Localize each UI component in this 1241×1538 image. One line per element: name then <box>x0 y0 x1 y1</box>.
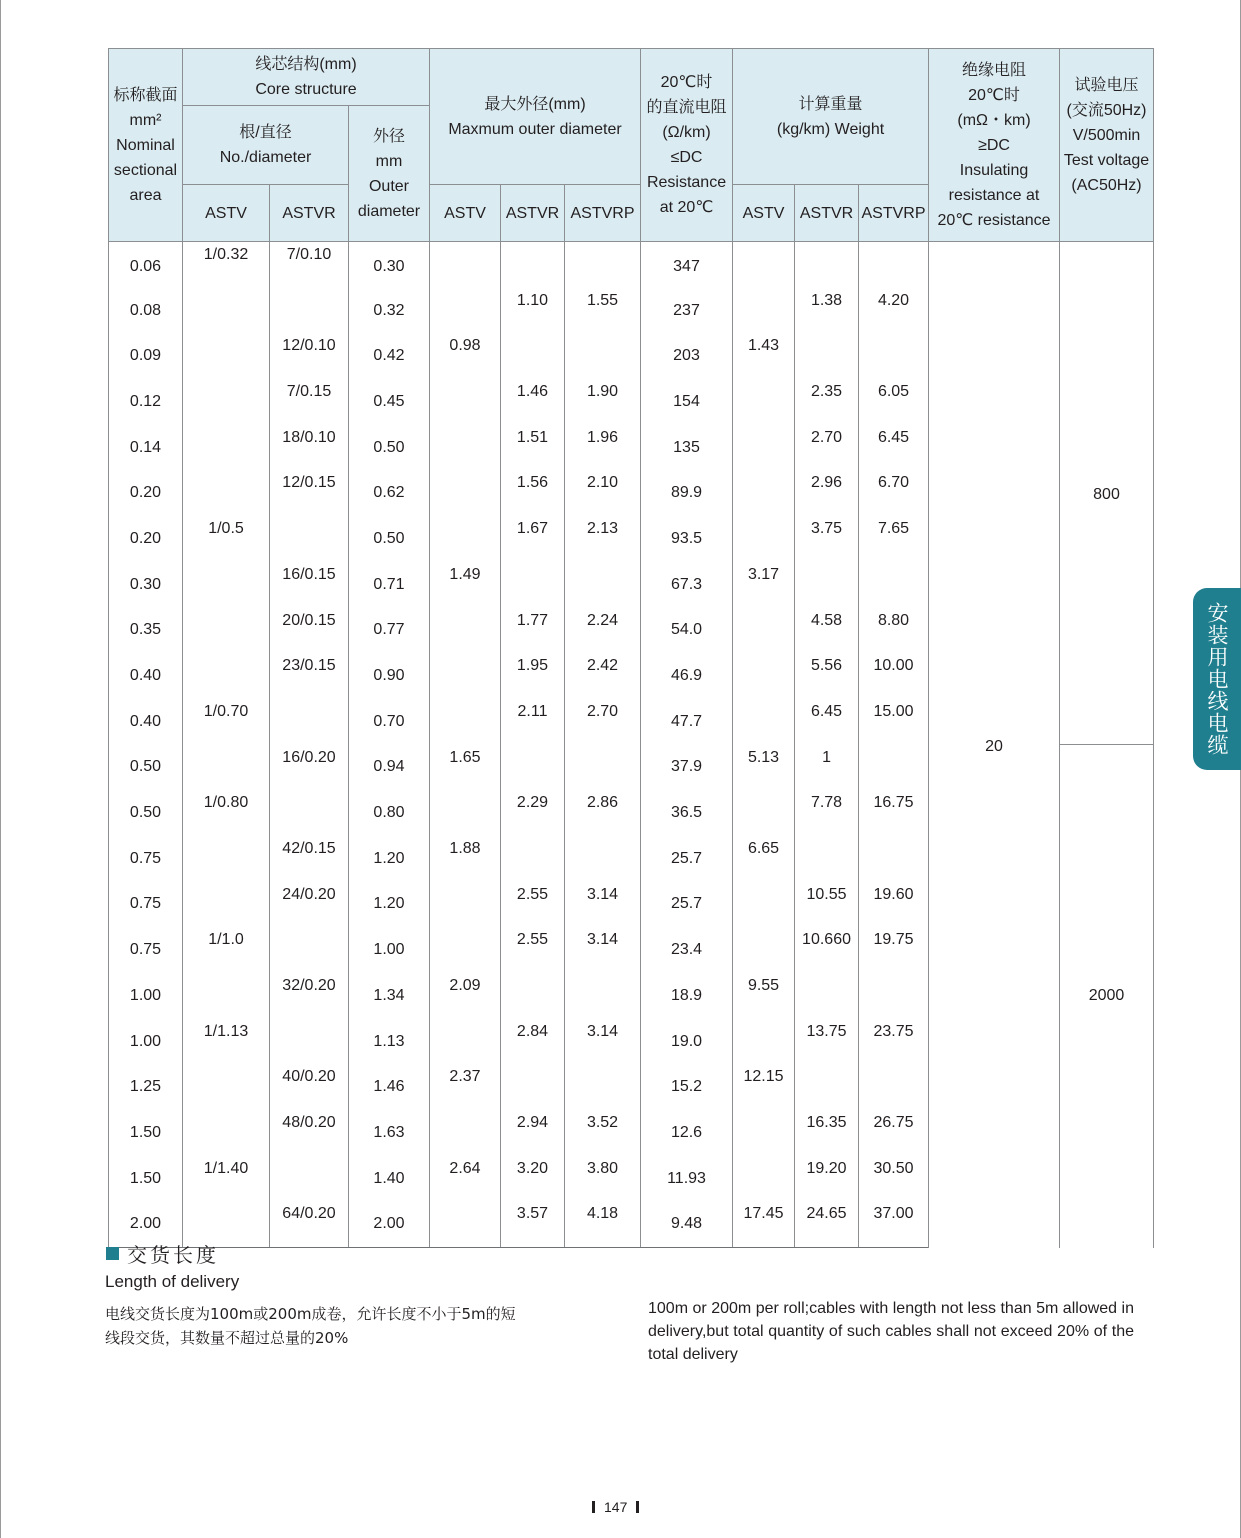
cell-core-astvr: 12/0.15 <box>270 470 349 516</box>
cell-core-astv <box>183 379 270 425</box>
cell-weight-astv: 3.17 <box>733 562 795 608</box>
cell-weight-astvrp <box>859 333 929 379</box>
cell-weight-astvr: 10.55 <box>795 882 859 928</box>
cell-area: 1.50 <box>109 1156 183 1202</box>
cell-dc-resistance: 347 <box>641 242 733 288</box>
cell-core-astvr <box>270 927 349 973</box>
cell-core-astvr: 48/0.20 <box>270 1110 349 1156</box>
cell-weight-astvr: 5.56 <box>795 653 859 699</box>
cell-core-astvr: 18/0.10 <box>270 425 349 471</box>
cell-core-astvr <box>270 1019 349 1065</box>
cell-od-astvrp <box>565 836 641 882</box>
cell-od-astvr: 2.94 <box>501 1110 565 1156</box>
cell-weight-astvr: 6.45 <box>795 699 859 745</box>
cell-core-astv <box>183 973 270 1019</box>
cell-od-astvr: 2.84 <box>501 1019 565 1065</box>
header-weight-astv: ASTV <box>733 185 795 242</box>
cell-od-astvrp: 3.52 <box>565 1110 641 1156</box>
cable-spec-table <box>108 48 1154 1248</box>
header-core-astv: ASTV <box>183 185 270 242</box>
cell-od-astvrp: 1.90 <box>565 379 641 425</box>
cell-core-astvr: 7/0.15 <box>270 379 349 425</box>
cell-core-astv: 1/1.0 <box>183 927 270 973</box>
cell-weight-astv: 17.45 <box>733 1201 795 1247</box>
header-weight-astvrp: ASTVRP <box>859 185 929 242</box>
cell-weight-astvrp: 30.50 <box>859 1156 929 1202</box>
cell-area: 0.20 <box>109 470 183 516</box>
cell-core-astv <box>183 653 270 699</box>
cell-od-astvr: 1.95 <box>501 653 565 699</box>
cell-weight-astvr <box>795 333 859 379</box>
cell-od-astvrp: 3.14 <box>565 927 641 973</box>
cell-weight-astvr: 2.96 <box>795 470 859 516</box>
cell-area: 1.00 <box>109 1019 183 1065</box>
cell-weight-astvrp: 6.05 <box>859 379 929 425</box>
cell-core-astvr: 16/0.15 <box>270 562 349 608</box>
cell-area: 1.25 <box>109 1064 183 1110</box>
cell-weight-astv: 12.15 <box>733 1064 795 1110</box>
cell-outer-diameter: 1.00 <box>349 927 430 973</box>
cell-outer-diameter: 0.71 <box>349 562 430 608</box>
header-calculated-weight: 计算重量 (kg/km) Weight <box>733 49 929 185</box>
cell-dc-resistance: 12.6 <box>641 1110 733 1156</box>
cell-outer-diameter: 0.50 <box>349 425 430 471</box>
table-header <box>109 49 1154 242</box>
cell-weight-astvrp: 19.75 <box>859 927 929 973</box>
header-core-astvr: ASTVR <box>270 185 349 242</box>
cell-core-astv <box>183 1110 270 1156</box>
cell-core-astvr: 24/0.20 <box>270 882 349 928</box>
header-od-astvr: ASTVR <box>501 185 565 242</box>
cell-od-astvr <box>501 745 565 791</box>
cell-weight-astvrp <box>859 836 929 882</box>
cell-weight-astvrp: 16.75 <box>859 790 929 836</box>
square-bullet-icon <box>106 1247 119 1260</box>
cell-core-astv <box>183 470 270 516</box>
cell-od-astvr: 2.29 <box>501 790 565 836</box>
cell-weight-astvr: 24.65 <box>795 1201 859 1247</box>
cell-area: 1.50 <box>109 1110 183 1156</box>
cell-weight-astvr <box>795 562 859 608</box>
cell-od-astvr: 3.20 <box>501 1156 565 1202</box>
delivery-text-zh: 电线交货长度为100m或200m成卷，允许长度不小于5m的短线段交货，其数量不超过总量的20% <box>105 1305 516 1347</box>
cell-area: 0.40 <box>109 699 183 745</box>
cell-weight-astv <box>733 1156 795 1202</box>
cell-weight-astvrp <box>859 745 929 791</box>
cell-weight-astvrp: 19.60 <box>859 882 929 928</box>
header-od-astvrp: ASTVRP <box>565 185 641 242</box>
cell-core-astvr <box>270 288 349 334</box>
cell-dc-resistance: 47.7 <box>641 699 733 745</box>
cell-area: 0.06 <box>109 242 183 288</box>
page-number-bar-left <box>592 1501 595 1513</box>
cell-weight-astvr: 19.20 <box>795 1156 859 1202</box>
cell-od-astvrp <box>565 242 641 288</box>
cell-od-astvr: 1.10 <box>501 288 565 334</box>
cell-weight-astvrp <box>859 973 929 1019</box>
cell-core-astv: 1/1.13 <box>183 1019 270 1065</box>
cell-weight-astv <box>733 653 795 699</box>
page-number <box>592 1499 639 1515</box>
cell-core-astv <box>183 836 270 882</box>
cell-od-astvr: 2.11 <box>501 699 565 745</box>
cell-weight-astv: 9.55 <box>733 973 795 1019</box>
cell-dc-resistance: 36.5 <box>641 790 733 836</box>
cell-weight-astvrp: 7.65 <box>859 516 929 562</box>
cell-outer-diameter: 0.50 <box>349 516 430 562</box>
cell-core-astvr <box>270 699 349 745</box>
cell-od-astv <box>430 608 501 654</box>
cell-od-astvrp: 3.14 <box>565 882 641 928</box>
cell-dc-resistance: 25.7 <box>641 836 733 882</box>
cell-core-astv: 1/0.32 <box>183 242 270 288</box>
cell-od-astvr: 1.77 <box>501 608 565 654</box>
cell-od-astv <box>430 242 501 288</box>
cell-area: 0.20 <box>109 516 183 562</box>
cell-weight-astvr: 10.660 <box>795 927 859 973</box>
cell-weight-astv <box>733 882 795 928</box>
cell-weight-astvrp: 15.00 <box>859 699 929 745</box>
cell-dc-resistance: 135 <box>641 425 733 471</box>
cell-weight-astvr <box>795 242 859 288</box>
cell-area: 0.35 <box>109 608 183 654</box>
cell-od-astvr: 1.67 <box>501 516 565 562</box>
cell-outer-diameter: 0.94 <box>349 745 430 791</box>
cell-insulation-resistance: 20 <box>929 242 1060 1248</box>
cell-core-astv <box>183 745 270 791</box>
header-weight-astvr: ASTVR <box>795 185 859 242</box>
cell-outer-diameter: 0.90 <box>349 653 430 699</box>
cell-core-astvr <box>270 1156 349 1202</box>
cell-test-voltage-lower: 2000 <box>1060 745 1154 1248</box>
cell-area: 0.40 <box>109 653 183 699</box>
cell-od-astv <box>430 1201 501 1247</box>
cell-od-astvrp <box>565 333 641 379</box>
cell-od-astv: 2.37 <box>430 1064 501 1110</box>
cell-core-astv: 1/0.5 <box>183 516 270 562</box>
cell-od-astv <box>430 470 501 516</box>
cell-weight-astv <box>733 470 795 516</box>
cell-od-astvrp: 3.14 <box>565 1019 641 1065</box>
cell-od-astv <box>430 1110 501 1156</box>
cell-dc-resistance: 203 <box>641 333 733 379</box>
cell-test-voltage-upper: 800 <box>1060 242 1154 745</box>
page-number-text: 147 <box>604 1499 628 1515</box>
cell-weight-astvr: 3.75 <box>795 516 859 562</box>
cell-od-astvr: 1.46 <box>501 379 565 425</box>
cell-dc-resistance: 237 <box>641 288 733 334</box>
cell-outer-diameter: 1.13 <box>349 1019 430 1065</box>
cell-od-astvrp: 2.42 <box>565 653 641 699</box>
header-outer-diameter: 外径 mm Outer diameter <box>349 106 430 242</box>
cell-od-astv <box>430 653 501 699</box>
cell-core-astvr: 64/0.20 <box>270 1201 349 1247</box>
cell-weight-astv: 5.13 <box>733 745 795 791</box>
cell-area: 1.00 <box>109 973 183 1019</box>
cell-outer-diameter: 1.63 <box>349 1110 430 1156</box>
cell-weight-astvr: 2.70 <box>795 425 859 471</box>
cell-core-astvr: 32/0.20 <box>270 973 349 1019</box>
cell-od-astvrp: 2.10 <box>565 470 641 516</box>
cell-weight-astvrp: 8.80 <box>859 608 929 654</box>
cell-od-astvrp: 2.70 <box>565 699 641 745</box>
cell-dc-resistance: 154 <box>641 379 733 425</box>
cell-od-astv <box>430 927 501 973</box>
cell-weight-astv: 1.43 <box>733 333 795 379</box>
cell-od-astvr <box>501 333 565 379</box>
header-od-astv: ASTV <box>430 185 501 242</box>
cell-weight-astvr: 4.58 <box>795 608 859 654</box>
cell-od-astvrp <box>565 973 641 1019</box>
cell-core-astv <box>183 333 270 379</box>
table-body <box>109 242 1154 1248</box>
cell-dc-resistance: 46.9 <box>641 653 733 699</box>
cell-area: 2.00 <box>109 1201 183 1247</box>
cell-core-astvr: 20/0.15 <box>270 608 349 654</box>
cell-core-astv <box>183 882 270 928</box>
cell-weight-astvrp: 4.20 <box>859 288 929 334</box>
cell-weight-astvrp: 6.45 <box>859 425 929 471</box>
cell-weight-astvr: 2.35 <box>795 379 859 425</box>
cell-od-astv <box>430 1019 501 1065</box>
cell-weight-astvrp: 6.70 <box>859 470 929 516</box>
cell-outer-diameter: 1.20 <box>349 836 430 882</box>
cell-dc-resistance: 67.3 <box>641 562 733 608</box>
cell-core-astv <box>183 1064 270 1110</box>
cell-weight-astvrp <box>859 1064 929 1110</box>
cell-od-astv: 1.65 <box>430 745 501 791</box>
cell-outer-diameter: 0.45 <box>349 379 430 425</box>
cell-outer-diameter: 2.00 <box>349 1201 430 1247</box>
table-row <box>109 242 1154 288</box>
header-no-diameter: 根/直径 No./diameter <box>183 106 349 185</box>
cell-weight-astv <box>733 1110 795 1156</box>
cell-weight-astv <box>733 790 795 836</box>
cell-weight-astvrp <box>859 242 929 288</box>
cell-weight-astv: 6.65 <box>733 836 795 882</box>
cell-core-astv: 1/0.80 <box>183 790 270 836</box>
cell-dc-resistance: 19.0 <box>641 1019 733 1065</box>
cell-outer-diameter: 0.32 <box>349 288 430 334</box>
cell-od-astvrp <box>565 562 641 608</box>
cell-od-astv <box>430 882 501 928</box>
cell-outer-diameter: 0.70 <box>349 699 430 745</box>
cell-core-astv <box>183 288 270 334</box>
cell-od-astv: 2.09 <box>430 973 501 1019</box>
cell-od-astvrp: 2.24 <box>565 608 641 654</box>
cell-area: 0.75 <box>109 927 183 973</box>
cell-od-astv <box>430 516 501 562</box>
cell-core-astvr <box>270 516 349 562</box>
cell-area: 0.50 <box>109 745 183 791</box>
cell-core-astvr: 23/0.15 <box>270 653 349 699</box>
cell-od-astvrp <box>565 745 641 791</box>
cell-dc-resistance: 15.2 <box>641 1064 733 1110</box>
cell-outer-diameter: 1.40 <box>349 1156 430 1202</box>
cell-weight-astv <box>733 425 795 471</box>
cell-weight-astv <box>733 927 795 973</box>
cell-od-astvrp: 2.13 <box>565 516 641 562</box>
cell-core-astvr: 42/0.15 <box>270 836 349 882</box>
cell-core-astvr: 7/0.10 <box>270 242 349 288</box>
cell-weight-astvrp: 37.00 <box>859 1201 929 1247</box>
cell-area: 0.75 <box>109 836 183 882</box>
delivery-title-en: Length of delivery <box>105 1272 240 1291</box>
cell-core-astv <box>183 562 270 608</box>
cell-area: 0.12 <box>109 379 183 425</box>
cell-od-astvr: 2.55 <box>501 927 565 973</box>
cell-od-astv <box>430 699 501 745</box>
cell-outer-diameter: 1.46 <box>349 1064 430 1110</box>
cell-od-astv <box>430 379 501 425</box>
cell-weight-astvrp: 26.75 <box>859 1110 929 1156</box>
cell-dc-resistance: 93.5 <box>641 516 733 562</box>
cell-area: 0.08 <box>109 288 183 334</box>
cell-od-astv: 1.49 <box>430 562 501 608</box>
cell-od-astvrp <box>565 1064 641 1110</box>
cell-od-astvrp: 3.80 <box>565 1156 641 1202</box>
cell-core-astvr <box>270 790 349 836</box>
cell-od-astvr: 2.55 <box>501 882 565 928</box>
cell-od-astv <box>430 425 501 471</box>
cell-weight-astvr <box>795 1064 859 1110</box>
cell-weight-astv <box>733 608 795 654</box>
cell-weight-astvrp: 10.00 <box>859 653 929 699</box>
cell-od-astv: 0.98 <box>430 333 501 379</box>
cell-od-astvr: 3.57 <box>501 1201 565 1247</box>
cell-core-astvr: 12/0.10 <box>270 333 349 379</box>
cell-weight-astvr: 16.35 <box>795 1110 859 1156</box>
cell-od-astvrp: 2.86 <box>565 790 641 836</box>
cell-area: 0.09 <box>109 333 183 379</box>
cell-core-astvr: 16/0.20 <box>270 745 349 791</box>
cell-outer-diameter: 0.80 <box>349 790 430 836</box>
cell-dc-resistance: 54.0 <box>641 608 733 654</box>
cell-od-astvr <box>501 973 565 1019</box>
cell-od-astvrp: 4.18 <box>565 1201 641 1247</box>
cell-area: 0.75 <box>109 882 183 928</box>
header-max-outer-diameter: 最大外径(mm) Maxmum outer diameter <box>430 49 641 185</box>
delivery-title-zh: 交货长度 <box>127 1243 219 1267</box>
delivery-text-en: 100m or 200m per roll;cables with length not less than 5m allowed in delivery,but total quantity of such cables shall not exceed 20% of the total delivery <box>648 1300 1134 1363</box>
header-test-voltage: 试验电压 (交流50Hz) V/500min Test voltage (AC50Hz) <box>1060 49 1154 242</box>
cell-od-astv <box>430 790 501 836</box>
cell-weight-astvr: 7.78 <box>795 790 859 836</box>
cell-dc-resistance: 18.9 <box>641 973 733 1019</box>
cell-od-astvr <box>501 242 565 288</box>
cell-weight-astv <box>733 1019 795 1065</box>
side-tab <box>1193 588 1241 770</box>
side-tab-label: 安装用电线电缆 <box>1205 602 1229 756</box>
cell-od-astvr <box>501 836 565 882</box>
cell-weight-astv <box>733 242 795 288</box>
cell-weight-astv <box>733 699 795 745</box>
cell-weight-astvr: 1 <box>795 745 859 791</box>
cell-outer-diameter: 0.77 <box>349 608 430 654</box>
cell-core-astv: 1/1.40 <box>183 1156 270 1202</box>
cell-dc-resistance: 37.9 <box>641 745 733 791</box>
cell-outer-diameter: 0.42 <box>349 333 430 379</box>
header-insulation-resistance: 绝缘电阻 20℃时 (mΩ・km) ≥DC Insulating resistance at 20℃ resistance <box>929 49 1060 242</box>
cell-weight-astvrp: 23.75 <box>859 1019 929 1065</box>
cell-od-astvr: 1.56 <box>501 470 565 516</box>
cell-weight-astvrp <box>859 562 929 608</box>
cell-weight-astv <box>733 379 795 425</box>
cell-od-astvr <box>501 1064 565 1110</box>
cell-outer-diameter: 1.34 <box>349 973 430 1019</box>
cell-weight-astvr <box>795 973 859 1019</box>
cell-dc-resistance: 25.7 <box>641 882 733 928</box>
page-edge-left <box>0 0 1 1538</box>
delivery-heading <box>106 1239 219 1268</box>
cell-outer-diameter: 0.30 <box>349 242 430 288</box>
cell-od-astv: 1.88 <box>430 836 501 882</box>
cell-od-astvr <box>501 562 565 608</box>
cell-od-astvr: 1.51 <box>501 425 565 471</box>
cell-area: 0.30 <box>109 562 183 608</box>
cell-weight-astv <box>733 288 795 334</box>
cell-od-astv: 2.64 <box>430 1156 501 1202</box>
cell-weight-astvr <box>795 836 859 882</box>
cell-dc-resistance: 11.93 <box>641 1156 733 1202</box>
cell-core-astv <box>183 608 270 654</box>
cell-core-astv: 1/0.70 <box>183 699 270 745</box>
cell-area: 0.14 <box>109 425 183 471</box>
header-core-structure: 线芯结构(mm) Core structure <box>183 49 430 106</box>
cell-od-astvrp: 1.96 <box>565 425 641 471</box>
cell-dc-resistance: 89.9 <box>641 470 733 516</box>
cell-weight-astvr: 13.75 <box>795 1019 859 1065</box>
cell-core-astvr: 40/0.20 <box>270 1064 349 1110</box>
cell-weight-astvr: 1.38 <box>795 288 859 334</box>
cell-weight-astv <box>733 516 795 562</box>
header-nominal-area: 标称截面 mm² Nominal sectional area <box>109 49 183 242</box>
cell-outer-diameter: 1.20 <box>349 882 430 928</box>
page-number-bar-right <box>636 1501 639 1513</box>
cell-dc-resistance: 9.48 <box>641 1201 733 1247</box>
cell-outer-diameter: 0.62 <box>349 470 430 516</box>
header-dc-resistance: 20℃时 的直流电阻 (Ω/km) ≤DC Resistance at 20℃ <box>641 49 733 242</box>
cell-dc-resistance: 23.4 <box>641 927 733 973</box>
cell-od-astvrp: 1.55 <box>565 288 641 334</box>
cell-core-astv <box>183 425 270 471</box>
cell-od-astv <box>430 288 501 334</box>
cell-area: 0.50 <box>109 790 183 836</box>
